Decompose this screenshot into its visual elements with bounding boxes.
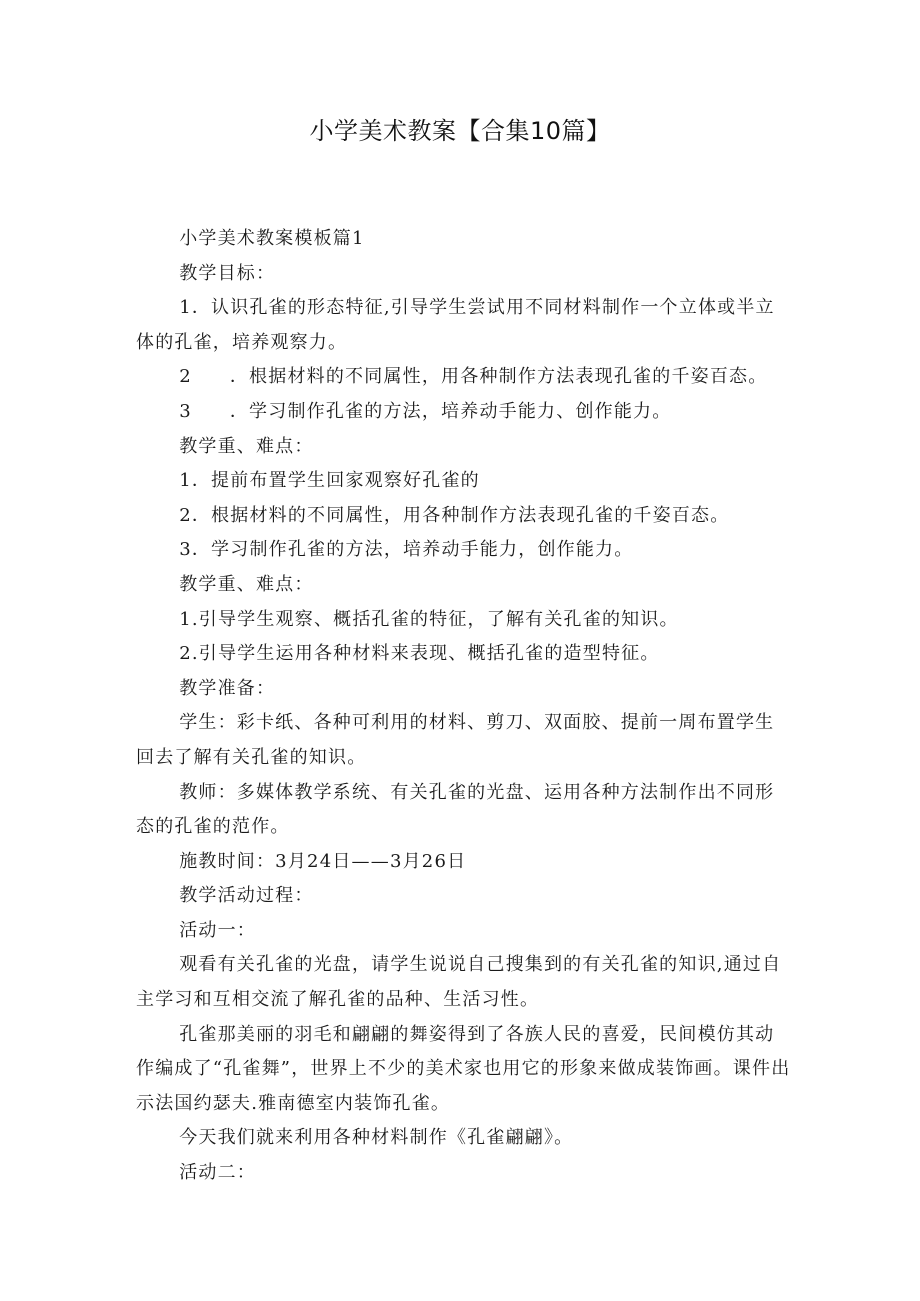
list-item: 3．学习制作孔雀的方法，培养动手能力，创作能力。 <box>179 539 634 561</box>
paragraph: 今天我们就来利用各种材料制作《孔雀翩翩》。 <box>179 1127 574 1149</box>
list-item: 1．提前布置学生回家观察好孔雀的 <box>179 470 480 492</box>
document-title: 小学美术教案【合集10篇】 <box>309 117 611 145</box>
list-item-text: ．学习制作孔雀的方法，培养动手能力、创作能力。 <box>229 400 672 422</box>
subheading-activity-1: 活动一： <box>179 919 256 941</box>
subheading-objectives: 教学目标： <box>179 262 276 284</box>
list-number: 3 <box>179 400 192 422</box>
subheading-activity-2: 活动二： <box>179 1162 256 1184</box>
list-item <box>136 360 792 395</box>
subheading-key-points: 教学重、难点： <box>179 573 314 595</box>
list-item: 2.引导学生运用各种材料来表现、概括孔雀的造型特征。 <box>179 643 660 665</box>
subheading-key-points: 教学重、难点： <box>179 435 314 457</box>
subheading-process: 教学活动过程： <box>179 885 314 907</box>
section-heading: 小学美术教案模板篇1 <box>179 228 365 249</box>
list-item: 1.引导学生观察、概括孔雀的特征，了解有关孔雀的知识。 <box>179 608 679 630</box>
list-number: 2 <box>179 366 192 388</box>
list-item: 1．认识孔雀的形态特征,引导学生尝试用不同材料制作一个立体或半立体的孔雀，培养观察力。 <box>136 297 775 353</box>
subheading-preparation: 教学准备： <box>179 677 276 699</box>
paragraph: 观看有关孔雀的光盘，请学生说说自己搜集到的有关孔雀的知识,通过自主学习和互相交流了解孔雀的品种、生活习性。 <box>136 954 782 1011</box>
paragraph: 孔雀那美丽的羽毛和翩翩的舞姿得到了各族人民的喜爱，民间模仿其动作编成了“孔雀舞”，世界上不少的美术家也用它的形象来做成装饰画。课件出示法国约瑟夫.雅南德室内装饰孔雀。 <box>136 1023 791 1114</box>
paragraph-students: 学生：彩卡纸、各种可利用的材料、剪刀、双面胶、提前一周布置学生回去了解有关孔雀的知识。 <box>136 712 775 768</box>
paragraph-teacher: 教师：多媒体教学系统、有关孔雀的光盘、运用各种方法制作出不同形态的孔雀的范作。 <box>136 781 775 838</box>
document-body <box>136 222 792 1191</box>
list-item-text: ．根据材料的不同属性，用各种制作方法表现孔雀的千姿百态。 <box>229 366 768 388</box>
paragraph-schedule: 施教时间：3月24日——3月26日 <box>179 850 467 872</box>
list-item: 2．根据材料的不同属性，用各种制作方法表现孔雀的千姿百态。 <box>179 504 730 526</box>
list-item <box>136 395 792 430</box>
